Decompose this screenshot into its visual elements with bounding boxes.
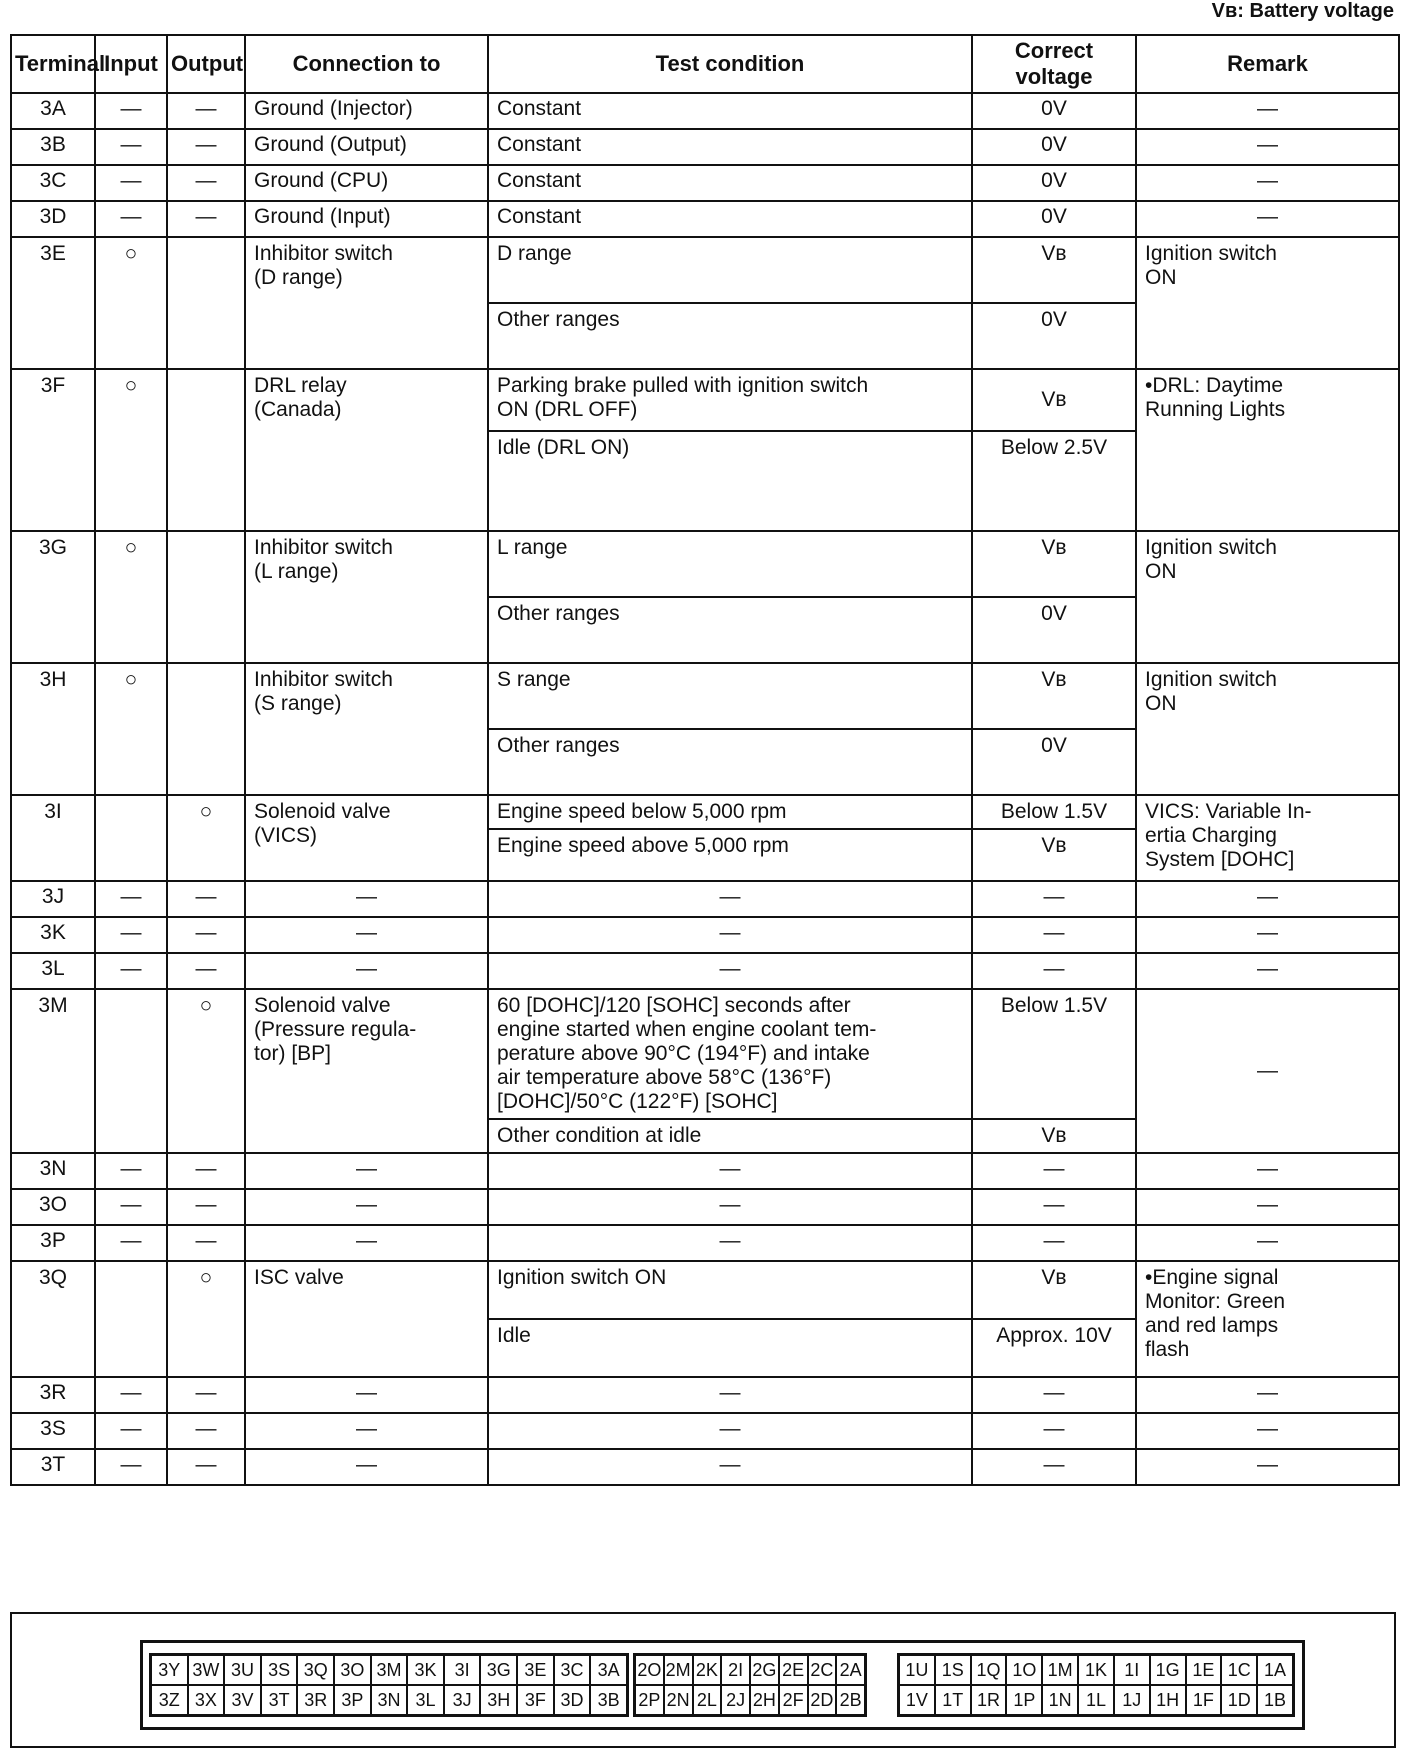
terminal-cell: 3T: [11, 1449, 95, 1485]
remark-cell: —: [1136, 93, 1399, 129]
table-row: [11, 237, 1399, 303]
condition-cell: Other ranges: [488, 303, 972, 369]
connector-pin: 3Z: [151, 1685, 188, 1715]
connector-pin: 3O: [334, 1655, 371, 1685]
connector-pin: 1L: [1078, 1685, 1114, 1715]
connector-pin: 3E: [517, 1655, 554, 1685]
condition-cell: S range: [488, 663, 972, 729]
condition-cell: —: [488, 1449, 972, 1485]
terminal-cell: 3E: [11, 237, 95, 369]
terminal-cell: 3F: [11, 369, 95, 531]
pin-row-bottom: [899, 1685, 1293, 1715]
remark-cell: —: [1136, 881, 1399, 917]
condition-cell: —: [488, 881, 972, 917]
connector-pin: 2C: [808, 1655, 837, 1685]
connection-cell: —: [245, 1189, 488, 1225]
connector-pin: 1J: [1114, 1685, 1150, 1715]
connector-pin: 1M: [1042, 1655, 1078, 1685]
table-row: [11, 1153, 1399, 1189]
output-cell: —: [167, 953, 245, 989]
connection-cell: —: [245, 1153, 488, 1189]
connector-pin: 3W: [188, 1655, 225, 1685]
connector-pin: 1H: [1150, 1685, 1186, 1715]
remark-cell: •DRL: Daytime Running Lights: [1136, 369, 1399, 531]
voltage-cell: —: [972, 1153, 1136, 1189]
table-row: [11, 881, 1399, 917]
remark-cell: —: [1136, 917, 1399, 953]
connector-pin: 3V: [224, 1685, 261, 1715]
terminal-cell: 3N: [11, 1153, 95, 1189]
connector-pin: 1B: [1257, 1685, 1293, 1715]
input-cell: —: [95, 1189, 167, 1225]
connector-pin: 2H: [750, 1685, 779, 1715]
terminal-cell: 3P: [11, 1225, 95, 1261]
connector-pin: 3S: [261, 1655, 298, 1685]
terminal-cell: 3G: [11, 531, 95, 663]
condition-cell: Idle: [488, 1319, 972, 1377]
voltage-cell: 0V: [972, 129, 1136, 165]
terminal-cell: 3C: [11, 165, 95, 201]
header-connection: Connection to: [245, 35, 488, 93]
terminal-cell: 3D: [11, 201, 95, 237]
connector-pin: 2N: [664, 1685, 693, 1715]
remark-cell: —: [1136, 165, 1399, 201]
output-cell: ○: [167, 1261, 245, 1377]
condition-cell: Engine speed below 5,000 rpm: [488, 795, 972, 829]
terminal-cell: 3K: [11, 917, 95, 953]
condition-cell: Constant: [488, 93, 972, 129]
table-row: [11, 1377, 1399, 1413]
input-cell: —: [95, 953, 167, 989]
terminal-cell: 3J: [11, 881, 95, 917]
condition-cell: 60 [DOHC]/120 [SOHC] seconds after engine started when engine coolant tem- perature above 90°C (194°F) and intake air temperature above 58°C (136°F) [DOHC]/50°C (122°F) [SOHC]: [488, 989, 972, 1119]
pin-row-top: [635, 1655, 865, 1685]
connector-pin: 1F: [1186, 1685, 1222, 1715]
input-cell: —: [95, 917, 167, 953]
remark-cell: —: [1136, 953, 1399, 989]
output-cell: —: [167, 165, 245, 201]
connection-cell: —: [245, 881, 488, 917]
connection-cell: Ground (Injector): [245, 93, 488, 129]
connector-pin: 3F: [517, 1685, 554, 1715]
table-row: [11, 129, 1399, 165]
table-row: [11, 1189, 1399, 1225]
connector-pin: 3I: [444, 1655, 481, 1685]
terminal-cell: 3B: [11, 129, 95, 165]
connection-cell: —: [245, 953, 488, 989]
connector-pin: 3N: [371, 1685, 408, 1715]
connector-pin: 1R: [971, 1685, 1007, 1715]
voltage-cell: Vʙ: [972, 829, 1136, 881]
output-cell: —: [167, 1377, 245, 1413]
header-terminal: Terminal: [11, 35, 95, 93]
condition-cell: Constant: [488, 201, 972, 237]
output-cell: —: [167, 1153, 245, 1189]
connector-pin: 1A: [1257, 1655, 1293, 1685]
table-row: [11, 369, 1399, 431]
connector-pin: 1C: [1221, 1655, 1257, 1685]
output-cell: [167, 237, 245, 369]
condition-cell: Idle (DRL ON): [488, 431, 972, 531]
terminal-cell: 3I: [11, 795, 95, 881]
connection-cell: ISC valve: [245, 1261, 488, 1377]
output-cell: —: [167, 201, 245, 237]
connector-pin: 3K: [407, 1655, 444, 1685]
header-test-condition: Test condition: [488, 35, 972, 93]
input-cell: [95, 989, 167, 1153]
terminal-cell: 3O: [11, 1189, 95, 1225]
voltage-cell: 0V: [972, 165, 1136, 201]
terminal-cell: 3S: [11, 1413, 95, 1449]
voltage-cell: Below 2.5V: [972, 431, 1136, 531]
table-row: [11, 165, 1399, 201]
remark-cell: —: [1136, 1413, 1399, 1449]
voltage-cell: 0V: [972, 597, 1136, 663]
connector-pin: 3J: [444, 1685, 481, 1715]
table-row: [11, 1413, 1399, 1449]
remark-cell: —: [1136, 989, 1399, 1153]
remark-cell: —: [1136, 129, 1399, 165]
table-row: [11, 1225, 1399, 1261]
input-cell: —: [95, 93, 167, 129]
voltage-cell: —: [972, 1413, 1136, 1449]
remark-cell: —: [1136, 1449, 1399, 1485]
connector-pin: 3U: [224, 1655, 261, 1685]
input-cell: [95, 795, 167, 881]
terminal-cell: 3R: [11, 1377, 95, 1413]
connection-cell: Inhibitor switch (S range): [245, 663, 488, 795]
connection-cell: —: [245, 1225, 488, 1261]
ecu-connector: [140, 1640, 1305, 1730]
output-cell: [167, 369, 245, 531]
input-cell: —: [95, 165, 167, 201]
voltage-cell: —: [972, 1225, 1136, 1261]
connector-pin: 3X: [188, 1685, 225, 1715]
terminal-cell: 3L: [11, 953, 95, 989]
connector-pin: 3R: [297, 1685, 334, 1715]
connection-cell: Inhibitor switch (D range): [245, 237, 488, 369]
connector-pin: 2O: [635, 1655, 664, 1685]
table-row: [11, 663, 1399, 729]
output-cell: —: [167, 1189, 245, 1225]
connector-pin: 1U: [899, 1655, 935, 1685]
output-cell: —: [167, 917, 245, 953]
voltage-cell: Vʙ: [972, 663, 1136, 729]
condition-cell: —: [488, 953, 972, 989]
connector-pin: 2A: [836, 1655, 865, 1685]
table-row: [11, 989, 1399, 1119]
condition-cell: Other ranges: [488, 729, 972, 795]
terminal-cell: 3H: [11, 663, 95, 795]
terminal-cell: 3M: [11, 989, 95, 1153]
table-row: [11, 93, 1399, 129]
connector-pin: 2J: [721, 1685, 750, 1715]
connector-pin: 3H: [480, 1685, 517, 1715]
table-row: [11, 531, 1399, 597]
voltage-cell: Vʙ: [972, 531, 1136, 597]
remark-cell: VICS: Variable In- ertia Charging System [DOHC]: [1136, 795, 1399, 881]
condition-cell: Engine speed above 5,000 rpm: [488, 829, 972, 881]
pin-row-top: [151, 1655, 627, 1685]
connector-pin: 1P: [1006, 1685, 1042, 1715]
connector-block-1: [897, 1653, 1295, 1717]
connector-pin: 3A: [590, 1655, 627, 1685]
remark-cell: •Engine signal Monitor: Green and red lamps flash: [1136, 1261, 1399, 1377]
condition-cell: —: [488, 1377, 972, 1413]
connector-pin: 3P: [334, 1685, 371, 1715]
connector-pin: 2B: [836, 1685, 865, 1715]
table-row: [11, 917, 1399, 953]
pin-row-top: [899, 1655, 1293, 1685]
connection-cell: Solenoid valve (VICS): [245, 795, 488, 881]
voltage-cell: 0V: [972, 303, 1136, 369]
remark-cell: Ignition switch ON: [1136, 237, 1399, 369]
connector-block-3: [149, 1653, 629, 1717]
connector-pin: 2E: [779, 1655, 808, 1685]
output-cell: —: [167, 93, 245, 129]
condition-cell: —: [488, 1153, 972, 1189]
connector-pin: 1O: [1006, 1655, 1042, 1685]
header-correct-voltage: Correct voltage: [972, 35, 1136, 93]
terminal-voltage-table: [10, 34, 1400, 1486]
connector-pin: 1D: [1221, 1685, 1257, 1715]
header-remark: Remark: [1136, 35, 1399, 93]
input-cell: —: [95, 1153, 167, 1189]
connector-pin: 3M: [371, 1655, 408, 1685]
connector-pin: 1S: [935, 1655, 971, 1685]
connector-pin: 1K: [1078, 1655, 1114, 1685]
terminal-cell: 3A: [11, 93, 95, 129]
header-input: Input: [95, 35, 167, 93]
output-cell: —: [167, 1225, 245, 1261]
condition-cell: —: [488, 917, 972, 953]
remark-cell: Ignition switch ON: [1136, 663, 1399, 795]
connector-pin: 2K: [693, 1655, 722, 1685]
remark-cell: —: [1136, 1189, 1399, 1225]
table-row: [11, 1449, 1399, 1485]
input-cell: —: [95, 1377, 167, 1413]
connector-pin: 1E: [1186, 1655, 1222, 1685]
input-cell: ○: [95, 369, 167, 531]
table-header-row: [11, 35, 1399, 93]
output-cell: —: [167, 881, 245, 917]
pin-row-bottom: [635, 1685, 865, 1715]
input-cell: ○: [95, 237, 167, 369]
condition-cell: D range: [488, 237, 972, 303]
connector-pin: 1V: [899, 1685, 935, 1715]
output-cell: —: [167, 1449, 245, 1485]
input-cell: —: [95, 201, 167, 237]
connector-pin: 1T: [935, 1685, 971, 1715]
voltage-cell: 0V: [972, 93, 1136, 129]
pin-row-bottom: [151, 1685, 627, 1715]
connection-cell: Ground (CPU): [245, 165, 488, 201]
output-cell: ○: [167, 795, 245, 881]
condition-cell: Other ranges: [488, 597, 972, 663]
connector-pin: 2G: [750, 1655, 779, 1685]
table-body: [11, 93, 1399, 1485]
connection-cell: Inhibitor switch (L range): [245, 531, 488, 663]
remark-cell: Ignition switch ON: [1136, 531, 1399, 663]
condition-cell: L range: [488, 531, 972, 597]
remark-cell: —: [1136, 1153, 1399, 1189]
header-output: Output: [167, 35, 245, 93]
connector-block-2: [633, 1653, 867, 1717]
connection-cell: —: [245, 1449, 488, 1485]
voltage-cell: Below 1.5V: [972, 795, 1136, 829]
connector-pin: 3B: [590, 1685, 627, 1715]
connection-cell: Ground (Output): [245, 129, 488, 165]
condition-cell: Constant: [488, 129, 972, 165]
connector-pin: 2F: [779, 1685, 808, 1715]
connector-pin: 3Y: [151, 1655, 188, 1685]
connector-pin: 1G: [1150, 1655, 1186, 1685]
table-row: [11, 953, 1399, 989]
input-cell: —: [95, 1225, 167, 1261]
connection-cell: Solenoid valve (Pressure regula- tor) [BP]: [245, 989, 488, 1153]
connector-pin: 1I: [1114, 1655, 1150, 1685]
remark-cell: —: [1136, 1225, 1399, 1261]
voltage-cell: Vʙ: [972, 1119, 1136, 1153]
connector-pin: 2M: [664, 1655, 693, 1685]
connector-pin: 3C: [554, 1655, 591, 1685]
battery-voltage-legend: Vʙ: Battery voltage: [1211, 0, 1394, 22]
voltage-cell: Below 1.5V: [972, 989, 1136, 1119]
remark-cell: —: [1136, 1377, 1399, 1413]
voltage-cell: —: [972, 1377, 1136, 1413]
input-cell: —: [95, 1449, 167, 1485]
input-cell: [95, 1261, 167, 1377]
condition-cell: Parking brake pulled with ignition switch ON (DRL OFF): [488, 369, 972, 431]
voltage-cell: 0V: [972, 201, 1136, 237]
connector-pin: 2L: [693, 1685, 722, 1715]
input-cell: —: [95, 881, 167, 917]
condition-cell: —: [488, 1413, 972, 1449]
voltage-cell: —: [972, 1189, 1136, 1225]
voltage-cell: Approx. 10V: [972, 1319, 1136, 1377]
output-cell: [167, 531, 245, 663]
voltage-cell: —: [972, 953, 1136, 989]
connector-pin: 3T: [261, 1685, 298, 1715]
input-cell: ○: [95, 531, 167, 663]
connector-pin: 1Q: [971, 1655, 1007, 1685]
table-row: [11, 1261, 1399, 1319]
voltage-cell: Vʙ: [972, 237, 1136, 303]
condition-cell: —: [488, 1189, 972, 1225]
output-cell: —: [167, 1413, 245, 1449]
voltage-cell: Vʙ: [972, 369, 1136, 431]
connector-pin: 2D: [808, 1685, 837, 1715]
input-cell: —: [95, 129, 167, 165]
terminal-cell: 3Q: [11, 1261, 95, 1377]
connection-cell: —: [245, 1413, 488, 1449]
condition-cell: Other condition at idle: [488, 1119, 972, 1153]
condition-cell: Ignition switch ON: [488, 1261, 972, 1319]
connection-cell: DRL relay (Canada): [245, 369, 488, 531]
table-row: [11, 201, 1399, 237]
connector-pin: 3Q: [297, 1655, 334, 1685]
connection-cell: —: [245, 917, 488, 953]
connector-pin: 3L: [407, 1685, 444, 1715]
voltage-cell: Vʙ: [972, 1261, 1136, 1319]
condition-cell: —: [488, 1225, 972, 1261]
voltage-cell: 0V: [972, 729, 1136, 795]
remark-cell: —: [1136, 201, 1399, 237]
connector-pin: 2P: [635, 1685, 664, 1715]
output-cell: —: [167, 129, 245, 165]
connector-pin: 2I: [721, 1655, 750, 1685]
output-cell: ○: [167, 989, 245, 1153]
connector-pin: 3D: [554, 1685, 591, 1715]
voltage-cell: —: [972, 1449, 1136, 1485]
voltage-cell: —: [972, 917, 1136, 953]
connector-pin: 3G: [480, 1655, 517, 1685]
connector-pin: 1N: [1042, 1685, 1078, 1715]
output-cell: [167, 663, 245, 795]
connection-cell: —: [245, 1377, 488, 1413]
connection-cell: Ground (Input): [245, 201, 488, 237]
table-row: [11, 795, 1399, 829]
input-cell: —: [95, 1413, 167, 1449]
voltage-cell: —: [972, 881, 1136, 917]
input-cell: ○: [95, 663, 167, 795]
condition-cell: Constant: [488, 165, 972, 201]
